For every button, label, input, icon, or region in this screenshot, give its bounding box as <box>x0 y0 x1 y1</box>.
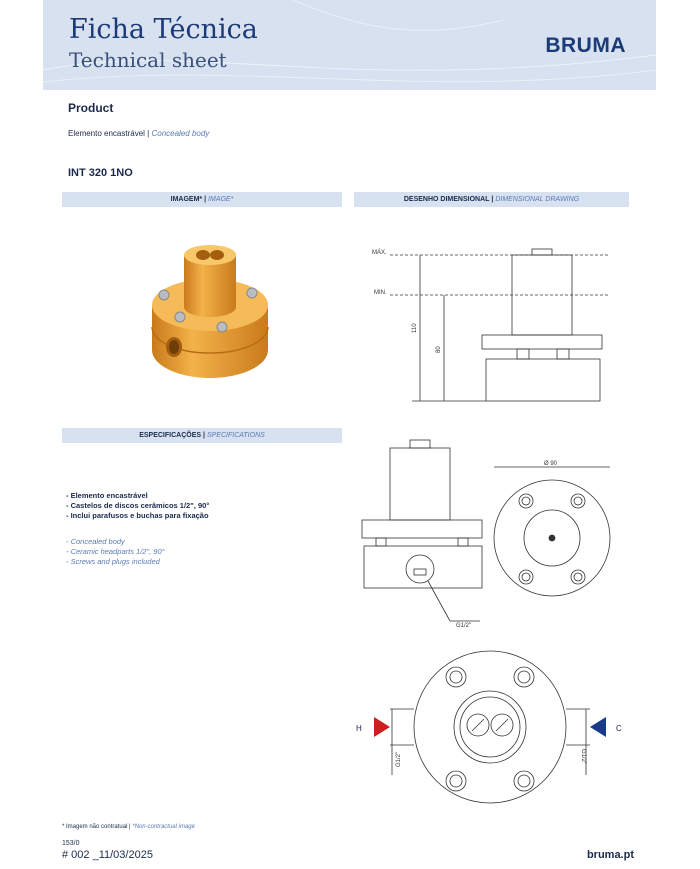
cold-arrow-icon <box>590 717 606 737</box>
note-en: *Non-contractual image <box>132 824 195 830</box>
specs-list-en <box>66 537 165 567</box>
section-bar-image: IMAGEM* | IMAGE* <box>62 192 342 207</box>
dim-80-label: 80 <box>436 346 442 353</box>
right-thread-label: G1/2" <box>580 749 586 765</box>
side-elevation-drawing <box>372 249 610 401</box>
website-link[interactable]: bruma.pt <box>586 849 634 861</box>
product-description: Elemento encastrável | Concealed body <box>68 129 210 138</box>
spec-item: - Elemento encastrável <box>66 491 148 500</box>
dimensional-drawing <box>350 215 650 805</box>
product-heading: Product <box>68 101 114 115</box>
section-specs-pt: ESPECIFICAÇÕES <box>139 432 202 439</box>
section-image-pt: IMAGEM* <box>170 196 203 203</box>
diameter-label: Ø 90 <box>544 461 558 467</box>
section-specs-en: SPECIFICATIONS <box>206 432 265 439</box>
sheet-title-pt: Ficha Técnica <box>69 14 258 45</box>
dim-110-label: 110 <box>412 323 418 333</box>
spec-item: - Concealed body <box>66 537 125 546</box>
section-image-en: IMAGE* <box>208 196 234 203</box>
max-label: MÁX. <box>372 250 387 256</box>
section-bar-drawing: DESENHO DIMENSIONAL | DIMENSIONAL DRAWING <box>354 192 629 207</box>
sheet-title-en: Technical sheet <box>69 48 227 72</box>
product-model: INT 320 1NO <box>68 167 133 179</box>
top-view-hc-drawing <box>390 651 590 803</box>
product-image <box>140 235 280 385</box>
brand-logo: BRUMA <box>545 34 626 57</box>
hot-label: H <box>356 724 362 733</box>
specs-list-pt <box>66 491 209 521</box>
thread-label: G1/2" <box>456 623 472 629</box>
product-desc-pt: Elemento encastrável <box>68 129 145 138</box>
left-thread-label: G1/2" <box>396 751 402 767</box>
product-desc-en: Concealed body <box>151 129 210 138</box>
cold-label: C <box>616 724 622 733</box>
spec-item: - Screws and plugs included <box>66 557 160 566</box>
spec-item: - Inclui parafusos e buchas para fixação <box>66 511 209 520</box>
front-elevation-drawing <box>362 440 482 629</box>
note-pt: * Imagem não contratual <box>62 824 128 830</box>
header-banner <box>43 0 656 90</box>
document-date: # 002 _11/03/2025 <box>62 849 153 861</box>
document-number: 153/0 <box>62 840 80 847</box>
top-view-drawing <box>494 461 610 596</box>
section-drawing-pt: DESENHO DIMENSIONAL <box>403 196 490 203</box>
min-label: MIN. <box>374 290 387 296</box>
section-drawing-en: DIMENSIONAL DRAWING <box>495 196 580 203</box>
section-bar-specs: ESPECIFICAÇÕES | SPECIFICATIONS <box>62 428 342 443</box>
footer-note: * Imagem não contratual | *Non-contractual image <box>62 824 195 830</box>
hot-arrow-icon <box>374 717 390 737</box>
spec-item: - Castelos de discos cerâmicos 1/2", 90° <box>66 501 210 510</box>
spec-item: - Ceramic headparts 1/2", 90° <box>66 547 165 556</box>
